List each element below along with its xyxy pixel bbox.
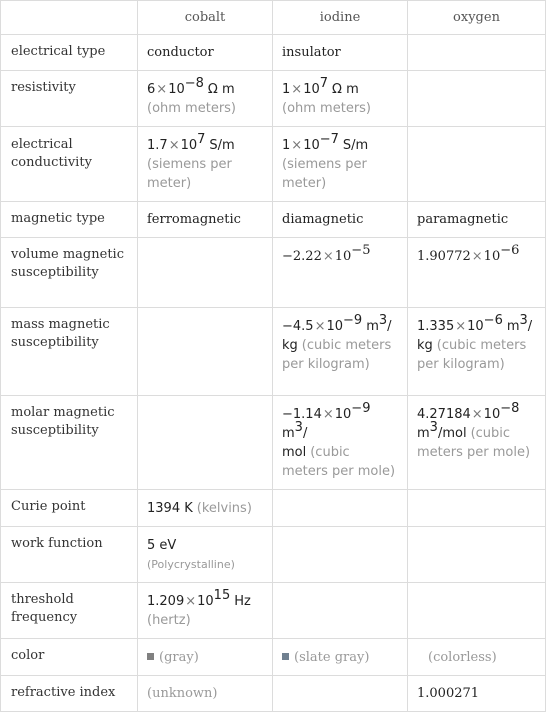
unit: m (282, 426, 295, 441)
header-oxygen: oxygen (408, 1, 546, 35)
unit-description: (ohm meters) (282, 101, 372, 116)
exponent: −8 (184, 76, 204, 91)
cell-value (273, 127, 408, 202)
cell-value (138, 127, 273, 202)
color-swatch-icon (282, 653, 289, 660)
mantissa: 1.335 (417, 319, 455, 334)
unit: Ω m (332, 82, 359, 97)
exponent: 15 (213, 588, 231, 603)
cell-value: insulator (273, 35, 408, 71)
cell-value (138, 490, 273, 527)
ten: 10 (180, 138, 198, 153)
unit-description: (hertz) (147, 613, 191, 628)
table-row (1, 396, 546, 490)
value-note: (Polycrystalline) (147, 558, 235, 571)
mantissa: −2.22 (282, 249, 322, 264)
exponent: −9 (351, 401, 371, 416)
exponent: −8 (500, 401, 520, 416)
table-row (1, 527, 546, 583)
unit: mol (282, 445, 307, 460)
ten: 10 (334, 249, 352, 264)
mantissa: −1.14 (282, 407, 322, 422)
color-name: (slate gray) (294, 650, 370, 665)
table-row (1, 238, 546, 308)
row-label: work function (1, 527, 138, 583)
cell-empty (408, 490, 546, 527)
row-label: color (1, 639, 138, 676)
cell-value (273, 396, 408, 490)
unit-description: (cubic meters per kilogram) (282, 338, 392, 372)
unit-exponent: 3 (378, 313, 388, 328)
cell-empty (408, 527, 546, 583)
table-row (1, 71, 546, 127)
mantissa: 1.7 (147, 138, 168, 153)
unit-slash: / (527, 319, 533, 334)
cell-value (273, 639, 408, 676)
cell-empty (408, 583, 546, 639)
unit-slash: / (387, 319, 392, 334)
exponent: 7 (319, 76, 329, 91)
ten: 10 (326, 319, 344, 334)
ten: 10 (467, 319, 484, 334)
exponent: −5 (351, 243, 371, 258)
row-label: threshold frequency (1, 583, 138, 639)
ten: 10 (168, 82, 185, 97)
row-label: Curie point (1, 490, 138, 527)
cell-empty (138, 396, 273, 490)
cell-value: conductor (138, 35, 273, 71)
ten: 10 (334, 407, 352, 422)
table-row (1, 127, 546, 202)
mantissa: 6 (147, 82, 156, 97)
cell-value (138, 583, 273, 639)
color-name: (gray) (159, 650, 199, 665)
ten: 10 (483, 249, 501, 264)
mantissa: 1.209 (147, 594, 185, 609)
table-row (1, 583, 546, 639)
ten: 10 (303, 82, 320, 97)
cell-empty (273, 676, 408, 712)
cell-value: (unknown) (138, 676, 273, 712)
header-row (1, 1, 546, 35)
row-label: magnetic type (1, 202, 138, 238)
value: 1394 K (147, 501, 193, 516)
cell-value: diamagnetic (273, 202, 408, 238)
color-name: (colorless) (428, 650, 497, 665)
cell-value (138, 527, 273, 583)
cell-empty (408, 35, 546, 71)
row-label: molar magnetic susceptibility (1, 396, 138, 490)
unit: kg (282, 338, 298, 353)
unit: S/m (209, 138, 235, 153)
times-sign: × (471, 407, 483, 422)
cell-empty (138, 308, 273, 396)
mantissa: −4.5 (282, 319, 314, 334)
cell-value (138, 639, 273, 676)
unit-description: (siemens per meter) (282, 157, 367, 191)
cell-value: 1.000271 (408, 676, 546, 712)
table-row (1, 676, 546, 712)
value: 5 eV (147, 538, 177, 553)
ten: 10 (197, 594, 214, 609)
cell-value (273, 308, 408, 396)
unit: m (417, 426, 430, 441)
table-row (1, 202, 546, 238)
cell-empty (273, 583, 408, 639)
unit-slash: /mol (437, 426, 467, 441)
times-sign: × (322, 249, 334, 264)
mantissa: 4.27184 (417, 407, 471, 422)
cell-value (408, 639, 546, 676)
cell-empty (408, 127, 546, 202)
row-label: electrical type (1, 35, 138, 71)
unit-description: (cubic meters per mole) (417, 426, 531, 460)
cell-value: paramagnetic (408, 202, 546, 238)
times-sign: × (314, 319, 326, 334)
unit-description: (ohm meters) (147, 101, 237, 116)
exponent: −6 (483, 313, 503, 328)
cell-empty (273, 527, 408, 583)
cell-value (408, 396, 546, 490)
exponent: −6 (500, 243, 520, 258)
row-label: refractive index (1, 676, 138, 712)
header-corner (1, 1, 138, 35)
unit-exponent: 3 (294, 420, 303, 435)
cell-value: ferromagnetic (138, 202, 273, 238)
unit-description: (cubic meters per mole) (282, 445, 396, 479)
times-sign: × (291, 138, 303, 153)
unit-exponent: 3 (519, 313, 528, 328)
exponent: −9 (343, 313, 363, 328)
unit-description: (siemens per meter) (147, 157, 232, 191)
unit: m (366, 319, 379, 334)
color-swatch-icon (147, 653, 154, 660)
unit-description: (kelvins) (196, 501, 252, 516)
unit: S/m (342, 138, 369, 153)
cell-value (408, 308, 546, 396)
times-sign: × (291, 82, 303, 97)
ten: 10 (483, 407, 501, 422)
row-label: mass magnetic susceptibility (1, 308, 138, 396)
cell-value (408, 238, 546, 308)
exponent: −7 (319, 132, 339, 147)
times-sign: × (455, 319, 467, 334)
row-label: resistivity (1, 71, 138, 127)
unit-exponent: 3 (429, 420, 438, 435)
unit-description: (cubic meters per kilogram) (417, 338, 527, 372)
cell-value (138, 71, 273, 127)
times-sign: × (185, 594, 197, 609)
header-cobalt: cobalt (138, 1, 273, 35)
unit: kg (417, 338, 433, 353)
unit-slash: / (302, 426, 308, 441)
exponent: 7 (197, 132, 206, 147)
times-sign: × (322, 407, 334, 422)
times-sign: × (168, 138, 180, 153)
cell-value (273, 71, 408, 127)
times-sign: × (471, 249, 483, 264)
unit: m (506, 319, 520, 334)
mantissa: 1 (282, 138, 291, 153)
cell-value (273, 238, 408, 308)
row-label: electrical conductivity (1, 127, 138, 202)
cell-empty (138, 238, 273, 308)
row-label: volume magnetic susceptibility (1, 238, 138, 308)
table-row (1, 639, 546, 676)
times-sign: × (156, 82, 168, 97)
header-iodine: iodine (273, 1, 408, 35)
mantissa: 1.90772 (417, 249, 471, 264)
unit: Ω m (207, 82, 235, 97)
unit: Hz (234, 594, 251, 609)
mantissa: 1 (282, 82, 291, 97)
table-row (1, 490, 546, 527)
ten: 10 (303, 138, 320, 153)
table-row (1, 35, 546, 71)
table-row (1, 308, 546, 396)
cell-empty (273, 490, 408, 527)
cell-empty (408, 71, 546, 127)
